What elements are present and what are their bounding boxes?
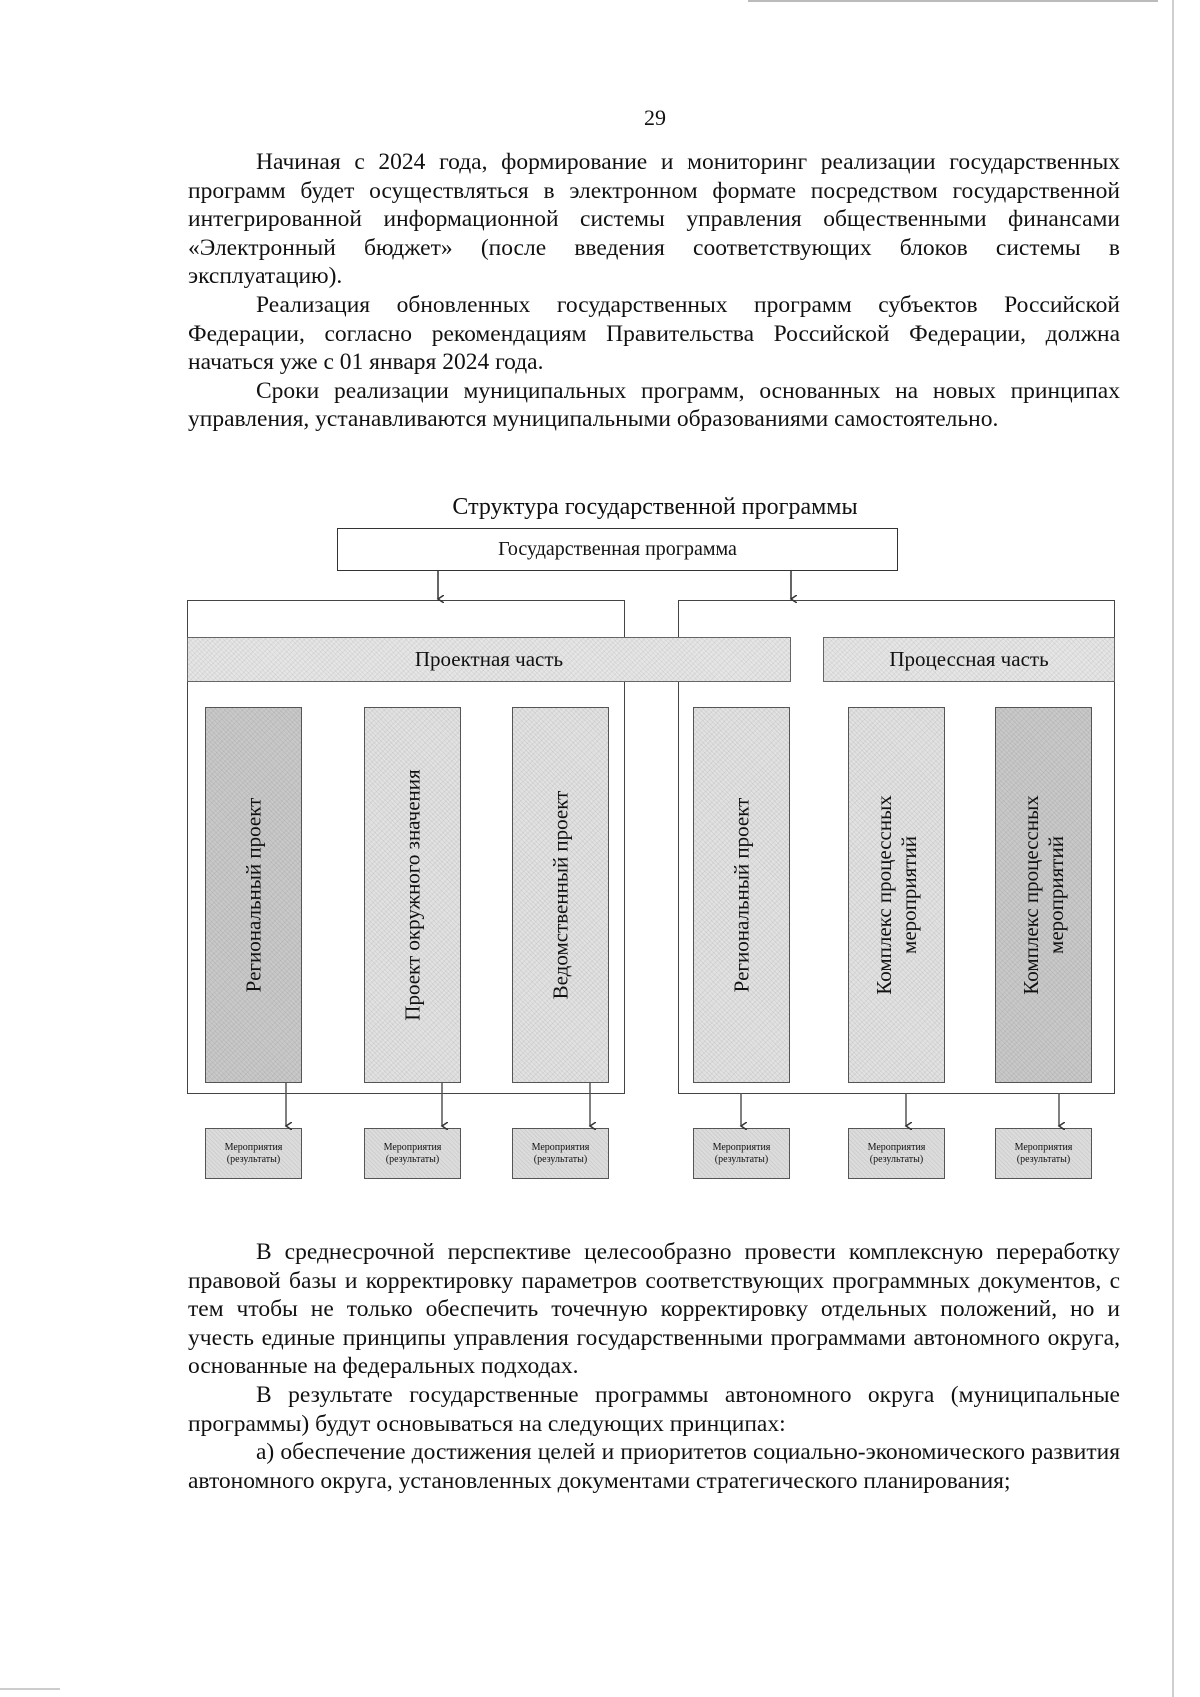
result-label: Мероприятия (результаты) — [531, 1141, 590, 1165]
result-label: Мероприятия (результаты) — [867, 1141, 926, 1165]
column-label: Региональный проект — [241, 797, 265, 993]
paragraph: В результате государственные программы автономного округа (муниципальные программы) будут основываться на следующих принципах: — [188, 1381, 1120, 1437]
state-program-box: Государственная программа — [337, 528, 898, 571]
body-text-bottom — [188, 1238, 1120, 1495]
page-number: 29 — [644, 105, 666, 130]
column-label: Комплекс процессных мероприятий — [1018, 795, 1068, 995]
column-label: Комплекс процессных мероприятий — [871, 795, 921, 995]
result-label: Мероприятия (результаты) — [1014, 1141, 1073, 1165]
column-label: Ведомственный проект — [548, 790, 572, 1000]
diagram-title: Структура государственной программы — [452, 494, 858, 520]
result-label: Мероприятия (результаты) — [383, 1141, 442, 1165]
paragraph: Реализация обновленных государственных программ субъектов Российской Федерации, согласно рекомендациям Правительства Российской Федерации, должна начаться уже с 01 января 2024 года. — [188, 291, 1120, 376]
paragraph: В среднесрочной перспективе целесообразно провести комплексную переработку правовой базы и корректировку параметров соответствующих программных документов, с тем чтобы не только обеспечить точечную корректировку отдельных положений, но и учесть единые принципы управления государственными программами автономного округа, основанные на федеральных подходах. — [188, 1239, 1120, 1380]
paragraph: а) обеспечение достижения целей и приоритетов социально-экономического развития автономного округа, установленных документами стратегического планирования; — [188, 1439, 1120, 1494]
project-part-band: Проектная часть — [187, 637, 791, 682]
process-part-band: Процессная часть — [823, 637, 1115, 682]
column-label: Проект окружного значения — [400, 769, 424, 1021]
paragraph: Сроки реализации муниципальных программ, основанных на новых принципах управления, устанавливаются муниципальными образованиями самостоятельно. — [188, 377, 1120, 433]
result-label: Мероприятия (результаты) — [712, 1141, 771, 1165]
result-label: Мероприятия (результаты) — [224, 1141, 283, 1165]
paragraph: Начиная с 2024 года, формирование и мониторинг реализации государственных программ будет осуществляться в электронном формате посредством государственной интегрированной информационной системы управления общественными финансами «Электронный бюджет» (после введения соответствующих блоков системы в эксплуатацию). — [188, 149, 1120, 290]
column-label: Региональный проект — [729, 797, 753, 993]
